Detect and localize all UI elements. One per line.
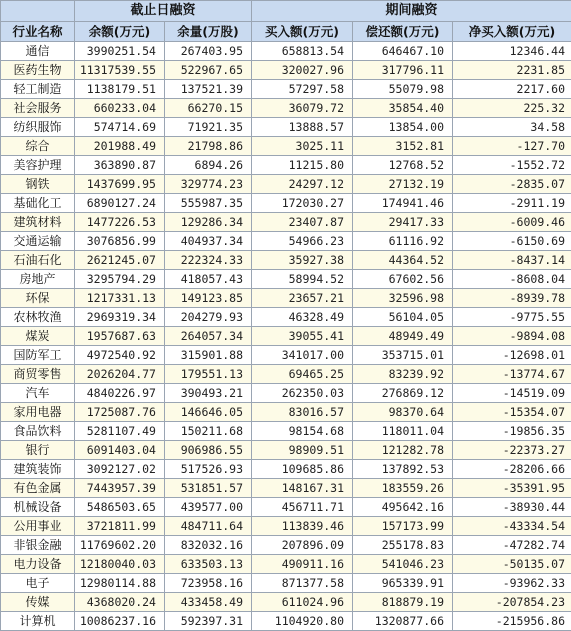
volume-cell: 315901.88 bbox=[165, 346, 252, 365]
volume-cell: 484711.64 bbox=[165, 517, 252, 536]
buy-cell: 341017.00 bbox=[252, 346, 353, 365]
buy-cell: 23407.87 bbox=[252, 213, 353, 232]
repay-cell: 121282.78 bbox=[353, 441, 453, 460]
buy-cell: 54966.23 bbox=[252, 232, 353, 251]
industry-cell: 基础化工 bbox=[1, 194, 75, 213]
industry-cell: 轻工制造 bbox=[1, 80, 75, 99]
col-header-balance: 余额(万元) bbox=[75, 22, 165, 42]
industry-cell: 商贸零售 bbox=[1, 365, 75, 384]
balance-cell: 1725087.76 bbox=[75, 403, 165, 422]
table-row bbox=[1, 270, 571, 289]
volume-cell: 633503.13 bbox=[165, 555, 252, 574]
balance-cell: 1138179.51 bbox=[75, 80, 165, 99]
table-row bbox=[1, 441, 571, 460]
industry-cell: 环保 bbox=[1, 289, 75, 308]
table-row bbox=[1, 232, 571, 251]
balance-cell: 2621245.07 bbox=[75, 251, 165, 270]
buy-cell: 320027.96 bbox=[252, 61, 353, 80]
repay-cell: 174941.46 bbox=[353, 194, 453, 213]
industry-cell: 综合 bbox=[1, 137, 75, 156]
volume-cell: 267403.95 bbox=[165, 42, 252, 61]
repay-cell: 157173.99 bbox=[353, 517, 453, 536]
volume-cell: 150211.68 bbox=[165, 422, 252, 441]
industry-cell: 电力设备 bbox=[1, 555, 75, 574]
balance-cell: 10086237.16 bbox=[75, 612, 165, 631]
balance-cell: 574714.69 bbox=[75, 118, 165, 137]
industry-cell: 汽车 bbox=[1, 384, 75, 403]
volume-cell: 517526.93 bbox=[165, 460, 252, 479]
volume-cell: 264057.34 bbox=[165, 327, 252, 346]
net-buy-cell: -13774.67 bbox=[453, 365, 571, 384]
buy-cell: 456711.71 bbox=[252, 498, 353, 517]
net-buy-cell: 12346.44 bbox=[453, 42, 571, 61]
buy-cell: 39055.41 bbox=[252, 327, 353, 346]
repay-cell: 1320877.66 bbox=[353, 612, 453, 631]
repay-cell: 818879.19 bbox=[353, 593, 453, 612]
volume-cell: 21798.86 bbox=[165, 137, 252, 156]
balance-cell: 7443957.39 bbox=[75, 479, 165, 498]
repay-cell: 646467.10 bbox=[353, 42, 453, 61]
balance-cell: 6890127.24 bbox=[75, 194, 165, 213]
net-buy-cell: 225.32 bbox=[453, 99, 571, 118]
table-row bbox=[1, 479, 571, 498]
buy-cell: 172030.27 bbox=[252, 194, 353, 213]
repay-cell: 98370.64 bbox=[353, 403, 453, 422]
header-column-row bbox=[1, 22, 571, 42]
balance-cell: 3721811.99 bbox=[75, 517, 165, 536]
volume-cell: 390493.21 bbox=[165, 384, 252, 403]
industry-cell: 纺织服饰 bbox=[1, 118, 75, 137]
volume-cell: 555987.35 bbox=[165, 194, 252, 213]
net-buy-cell: -47282.74 bbox=[453, 536, 571, 555]
table-row bbox=[1, 61, 571, 80]
volume-cell: 66270.15 bbox=[165, 99, 252, 118]
industry-cell: 传媒 bbox=[1, 593, 75, 612]
net-buy-cell: -22373.27 bbox=[453, 441, 571, 460]
net-buy-cell: -38930.44 bbox=[453, 498, 571, 517]
industry-cell: 国防军工 bbox=[1, 346, 75, 365]
balance-cell: 2026204.77 bbox=[75, 365, 165, 384]
header-group-closing: 截止日融资 bbox=[75, 1, 252, 22]
repay-cell: 255178.83 bbox=[353, 536, 453, 555]
buy-cell: 83016.57 bbox=[252, 403, 353, 422]
buy-cell: 1104920.80 bbox=[252, 612, 353, 631]
table-row bbox=[1, 80, 571, 99]
buy-cell: 58994.52 bbox=[252, 270, 353, 289]
balance-cell: 2969319.34 bbox=[75, 308, 165, 327]
industry-cell: 家用电器 bbox=[1, 403, 75, 422]
industry-cell: 有色金属 bbox=[1, 479, 75, 498]
header-group-period: 期间融资 bbox=[252, 1, 571, 22]
table-row bbox=[1, 384, 571, 403]
net-buy-cell: -6009.46 bbox=[453, 213, 571, 232]
repay-cell: 83239.92 bbox=[353, 365, 453, 384]
net-buy-cell: -2835.07 bbox=[453, 175, 571, 194]
table-row bbox=[1, 42, 571, 61]
table-row bbox=[1, 555, 571, 574]
net-buy-cell: -93962.33 bbox=[453, 574, 571, 593]
header-group-row bbox=[1, 1, 571, 22]
industry-cell: 美容护理 bbox=[1, 156, 75, 175]
table-row bbox=[1, 308, 571, 327]
repay-cell: 13854.00 bbox=[353, 118, 453, 137]
balance-cell: 6091403.04 bbox=[75, 441, 165, 460]
volume-cell: 592397.31 bbox=[165, 612, 252, 631]
balance-cell: 12980114.88 bbox=[75, 574, 165, 593]
repay-cell: 35854.40 bbox=[353, 99, 453, 118]
table-row bbox=[1, 365, 571, 384]
balance-cell: 5281107.49 bbox=[75, 422, 165, 441]
industry-cell: 银行 bbox=[1, 441, 75, 460]
industry-cell: 石油石化 bbox=[1, 251, 75, 270]
buy-cell: 69465.25 bbox=[252, 365, 353, 384]
net-buy-cell: 2217.60 bbox=[453, 80, 571, 99]
table-row bbox=[1, 612, 571, 631]
industry-cell: 社会服务 bbox=[1, 99, 75, 118]
repay-cell: 27132.19 bbox=[353, 175, 453, 194]
net-buy-cell: 2231.85 bbox=[453, 61, 571, 80]
table-row bbox=[1, 460, 571, 479]
buy-cell: 148167.31 bbox=[252, 479, 353, 498]
net-buy-cell: -8608.04 bbox=[453, 270, 571, 289]
volume-cell: 179551.13 bbox=[165, 365, 252, 384]
industry-cell: 医药生物 bbox=[1, 61, 75, 80]
buy-cell: 46328.49 bbox=[252, 308, 353, 327]
col-header-volume: 余量(万股) bbox=[165, 22, 252, 42]
net-buy-cell: -1552.72 bbox=[453, 156, 571, 175]
volume-cell: 832032.16 bbox=[165, 536, 252, 555]
repay-cell: 541046.23 bbox=[353, 555, 453, 574]
buy-cell: 871377.58 bbox=[252, 574, 353, 593]
net-buy-cell: -43334.54 bbox=[453, 517, 571, 536]
repay-cell: 48949.49 bbox=[353, 327, 453, 346]
volume-cell: 71921.35 bbox=[165, 118, 252, 137]
net-buy-cell: -9894.08 bbox=[453, 327, 571, 346]
repay-cell: 276869.12 bbox=[353, 384, 453, 403]
net-buy-cell: -2911.19 bbox=[453, 194, 571, 213]
buy-cell: 262350.03 bbox=[252, 384, 353, 403]
col-header-industry: 行业名称 bbox=[1, 22, 75, 42]
repay-cell: 29417.33 bbox=[353, 213, 453, 232]
volume-cell: 129286.34 bbox=[165, 213, 252, 232]
table-row bbox=[1, 118, 571, 137]
industry-cell: 房地产 bbox=[1, 270, 75, 289]
buy-cell: 35927.38 bbox=[252, 251, 353, 270]
col-header-net-buy: 净买入额(万元) bbox=[453, 22, 571, 42]
volume-cell: 531851.57 bbox=[165, 479, 252, 498]
buy-cell: 11215.80 bbox=[252, 156, 353, 175]
net-buy-cell: -127.70 bbox=[453, 137, 571, 156]
volume-cell: 433458.49 bbox=[165, 593, 252, 612]
table-row bbox=[1, 99, 571, 118]
balance-cell: 3092127.02 bbox=[75, 460, 165, 479]
buy-cell: 36079.72 bbox=[252, 99, 353, 118]
col-header-buy: 买入额(万元) bbox=[252, 22, 353, 42]
balance-cell: 4840226.97 bbox=[75, 384, 165, 403]
table-row bbox=[1, 498, 571, 517]
volume-cell: 204279.93 bbox=[165, 308, 252, 327]
repay-cell: 137892.53 bbox=[353, 460, 453, 479]
volume-cell: 137521.39 bbox=[165, 80, 252, 99]
volume-cell: 6894.26 bbox=[165, 156, 252, 175]
industry-cell: 机械设备 bbox=[1, 498, 75, 517]
industry-cell: 煤炭 bbox=[1, 327, 75, 346]
repay-cell: 317796.11 bbox=[353, 61, 453, 80]
buy-cell: 658813.54 bbox=[252, 42, 353, 61]
table-row bbox=[1, 213, 571, 232]
industry-cell: 通信 bbox=[1, 42, 75, 61]
repay-cell: 44364.52 bbox=[353, 251, 453, 270]
buy-cell: 98154.68 bbox=[252, 422, 353, 441]
buy-cell: 3025.11 bbox=[252, 137, 353, 156]
net-buy-cell: -19856.35 bbox=[453, 422, 571, 441]
table-row bbox=[1, 156, 571, 175]
industry-cell: 电子 bbox=[1, 574, 75, 593]
net-buy-cell: -215956.86 bbox=[453, 612, 571, 631]
header-blank bbox=[1, 1, 75, 22]
industry-cell: 非银金融 bbox=[1, 536, 75, 555]
industry-cell: 计算机 bbox=[1, 612, 75, 631]
table-row bbox=[1, 289, 571, 308]
table-row bbox=[1, 593, 571, 612]
repay-cell: 67602.56 bbox=[353, 270, 453, 289]
industry-cell: 交通运输 bbox=[1, 232, 75, 251]
net-buy-cell: -8437.14 bbox=[453, 251, 571, 270]
col-header-repay: 偿还额(万元) bbox=[353, 22, 453, 42]
volume-cell: 149123.85 bbox=[165, 289, 252, 308]
industry-cell: 公用事业 bbox=[1, 517, 75, 536]
repay-cell: 118011.04 bbox=[353, 422, 453, 441]
balance-cell: 201988.49 bbox=[75, 137, 165, 156]
table-row bbox=[1, 175, 571, 194]
table-row bbox=[1, 194, 571, 213]
balance-cell: 4368020.24 bbox=[75, 593, 165, 612]
repay-cell: 183559.26 bbox=[353, 479, 453, 498]
repay-cell: 353715.01 bbox=[353, 346, 453, 365]
balance-cell: 12180040.03 bbox=[75, 555, 165, 574]
balance-cell: 363890.87 bbox=[75, 156, 165, 175]
net-buy-cell: -9775.55 bbox=[453, 308, 571, 327]
volume-cell: 439577.00 bbox=[165, 498, 252, 517]
buy-cell: 13888.57 bbox=[252, 118, 353, 137]
balance-cell: 4972540.92 bbox=[75, 346, 165, 365]
net-buy-cell: -6150.69 bbox=[453, 232, 571, 251]
buy-cell: 109685.86 bbox=[252, 460, 353, 479]
net-buy-cell: -50135.07 bbox=[453, 555, 571, 574]
volume-cell: 329774.23 bbox=[165, 175, 252, 194]
repay-cell: 495642.16 bbox=[353, 498, 453, 517]
industry-cell: 食品饮料 bbox=[1, 422, 75, 441]
buy-cell: 57297.58 bbox=[252, 80, 353, 99]
table-row bbox=[1, 251, 571, 270]
buy-cell: 24297.12 bbox=[252, 175, 353, 194]
balance-cell: 3076856.99 bbox=[75, 232, 165, 251]
industry-cell: 建筑装饰 bbox=[1, 460, 75, 479]
table-row bbox=[1, 346, 571, 365]
repay-cell: 56104.05 bbox=[353, 308, 453, 327]
table-row bbox=[1, 137, 571, 156]
volume-cell: 404937.34 bbox=[165, 232, 252, 251]
buy-cell: 490911.16 bbox=[252, 555, 353, 574]
balance-cell: 660233.04 bbox=[75, 99, 165, 118]
net-buy-cell: -12698.01 bbox=[453, 346, 571, 365]
balance-cell: 1217331.13 bbox=[75, 289, 165, 308]
volume-cell: 522967.65 bbox=[165, 61, 252, 80]
volume-cell: 418057.43 bbox=[165, 270, 252, 289]
balance-cell: 3990251.54 bbox=[75, 42, 165, 61]
industry-cell: 钢铁 bbox=[1, 175, 75, 194]
table-row bbox=[1, 536, 571, 555]
volume-cell: 222324.33 bbox=[165, 251, 252, 270]
net-buy-cell: -8939.78 bbox=[453, 289, 571, 308]
repay-cell: 3152.81 bbox=[353, 137, 453, 156]
table-row bbox=[1, 327, 571, 346]
net-buy-cell: 34.58 bbox=[453, 118, 571, 137]
balance-cell: 5486503.65 bbox=[75, 498, 165, 517]
table-row bbox=[1, 422, 571, 441]
balance-cell: 1437699.95 bbox=[75, 175, 165, 194]
balance-cell: 1957687.63 bbox=[75, 327, 165, 346]
table-row bbox=[1, 574, 571, 593]
repay-cell: 32596.98 bbox=[353, 289, 453, 308]
buy-cell: 98909.51 bbox=[252, 441, 353, 460]
repay-cell: 55079.98 bbox=[353, 80, 453, 99]
industry-cell: 建筑材料 bbox=[1, 213, 75, 232]
net-buy-cell: -15354.07 bbox=[453, 403, 571, 422]
repay-cell: 61116.92 bbox=[353, 232, 453, 251]
volume-cell: 723958.16 bbox=[165, 574, 252, 593]
volume-cell: 146646.05 bbox=[165, 403, 252, 422]
table-row bbox=[1, 403, 571, 422]
net-buy-cell: -28206.66 bbox=[453, 460, 571, 479]
buy-cell: 611024.96 bbox=[252, 593, 353, 612]
net-buy-cell: -14519.09 bbox=[453, 384, 571, 403]
buy-cell: 23657.21 bbox=[252, 289, 353, 308]
net-buy-cell: -207854.23 bbox=[453, 593, 571, 612]
buy-cell: 207896.09 bbox=[252, 536, 353, 555]
table-row bbox=[1, 517, 571, 536]
repay-cell: 12768.52 bbox=[353, 156, 453, 175]
balance-cell: 1477226.53 bbox=[75, 213, 165, 232]
table-body bbox=[1, 42, 571, 631]
balance-cell: 11769602.20 bbox=[75, 536, 165, 555]
buy-cell: 113839.46 bbox=[252, 517, 353, 536]
repay-cell: 965339.91 bbox=[353, 574, 453, 593]
balance-cell: 11317539.55 bbox=[75, 61, 165, 80]
industry-cell: 农林牧渔 bbox=[1, 308, 75, 327]
balance-cell: 3295794.29 bbox=[75, 270, 165, 289]
volume-cell: 906986.55 bbox=[165, 441, 252, 460]
net-buy-cell: -35391.95 bbox=[453, 479, 571, 498]
